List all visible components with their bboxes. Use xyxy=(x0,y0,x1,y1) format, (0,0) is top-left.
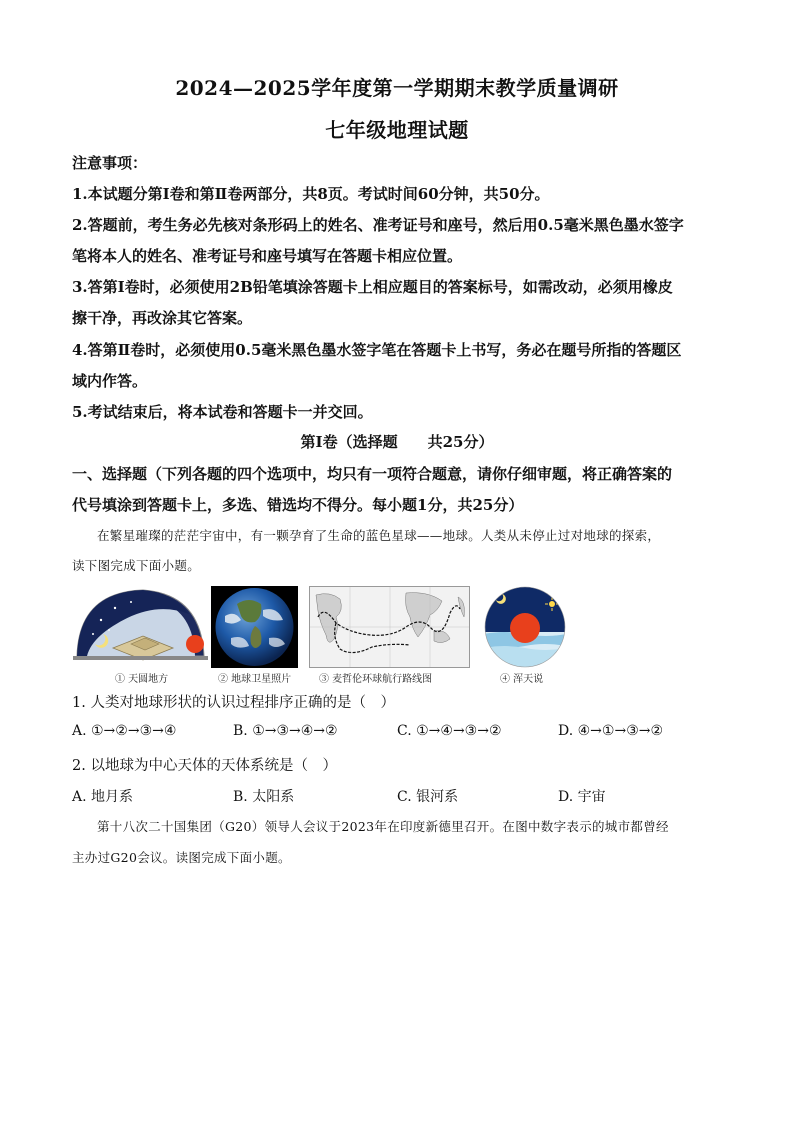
figure-earth-photo xyxy=(211,586,298,668)
notice-item: 域内作答。 xyxy=(72,372,148,390)
notice-item: 4.答第Ⅱ卷时，必须使用0.5毫米黑色墨水签字笔在答题卡上书写，务必在题号所指的答题区 xyxy=(72,341,682,359)
figure-caption: ③ 麦哲伦环球航行路线图 xyxy=(319,674,433,685)
option-b[interactable]: B. ①→③→④→② xyxy=(233,723,338,739)
section-title: 第Ⅰ卷（选择题 共25分） xyxy=(300,433,494,451)
passage-text: 主办过G20会议。读图完成下面小题。 xyxy=(72,850,291,865)
passage-text: 在繁星璀璨的茫茫宇宙中，有一颗孕育了生命的蓝色星球——地球。人类从未停止过对地球的探索， xyxy=(97,528,661,543)
option-a[interactable]: A. 地月系 xyxy=(72,789,134,805)
notice-item: 1.本试题分第Ⅰ卷和第Ⅱ卷两部分，共8页。考试时间60分钟，共50分。 xyxy=(72,185,550,203)
option-a[interactable]: A. ①→②→③→④ xyxy=(72,723,177,739)
option-d[interactable]: D. 宇宙 xyxy=(558,789,606,805)
figure-magellan-map xyxy=(309,586,470,668)
page-title: 2024—2025学年度第一学期期末教学质量调研 xyxy=(175,76,619,100)
figure-caption: ④ 浑天说 xyxy=(500,674,544,685)
question-stem: 2. 以地球为中心天体的天体系统是（ ） xyxy=(72,758,337,774)
notice-item: 3.答第Ⅰ卷时，必须使用2B铅笔填涂答题卡上相应题目的答案标号，如需改动，必须用橡皮 xyxy=(72,278,673,296)
option-b[interactable]: B. 太阳系 xyxy=(233,789,295,805)
notice-item: 5.考试结束后，将本试卷和答题卡一并交回。 xyxy=(72,403,373,421)
figure-caption: ① 天圆地方 xyxy=(115,674,169,685)
notice-item: 擦干净，再改涂其它答案。 xyxy=(72,309,253,327)
notice-item: 2.答题前，考生务必先核对条形码上的姓名、准考证号和座号，然后用0.5毫米黑色墨水签字 xyxy=(72,216,684,234)
option-d[interactable]: D. ④→①→③→② xyxy=(558,723,664,739)
notice-heading: 注意事项： xyxy=(72,154,148,172)
figure-caption: ② 地球卫星照片 xyxy=(218,674,292,685)
option-c[interactable]: C. ①→④→③→② xyxy=(397,723,502,739)
section-instructions: 代号填涂到答题卡上，多选、错选均不得分。每小题1分，共25分） xyxy=(72,496,524,514)
option-c[interactable]: C. 银河系 xyxy=(397,789,459,805)
section-instructions: 一、选择题（下列各题的四个选项中，均只有一项符合题意，请你仔细审题，将正确答案的 xyxy=(72,465,673,483)
passage-text: 第十八次二十国集团（G20）领导人会议于2023年在印度新德里召开。在图中数字表示的城市都曾经 xyxy=(97,819,669,834)
question-stem: 1. 人类对地球形状的认识过程排序正确的是（ ） xyxy=(72,695,395,711)
figure-sky-dome xyxy=(73,586,208,668)
page-subtitle: 七年级地理试题 xyxy=(325,118,469,142)
figure-armillary xyxy=(484,586,566,668)
notice-item: 笔将本人的姓名、准考证号和座号填写在答题卡相应位置。 xyxy=(72,247,463,265)
passage-text: 读下图完成下面小题。 xyxy=(72,558,201,573)
